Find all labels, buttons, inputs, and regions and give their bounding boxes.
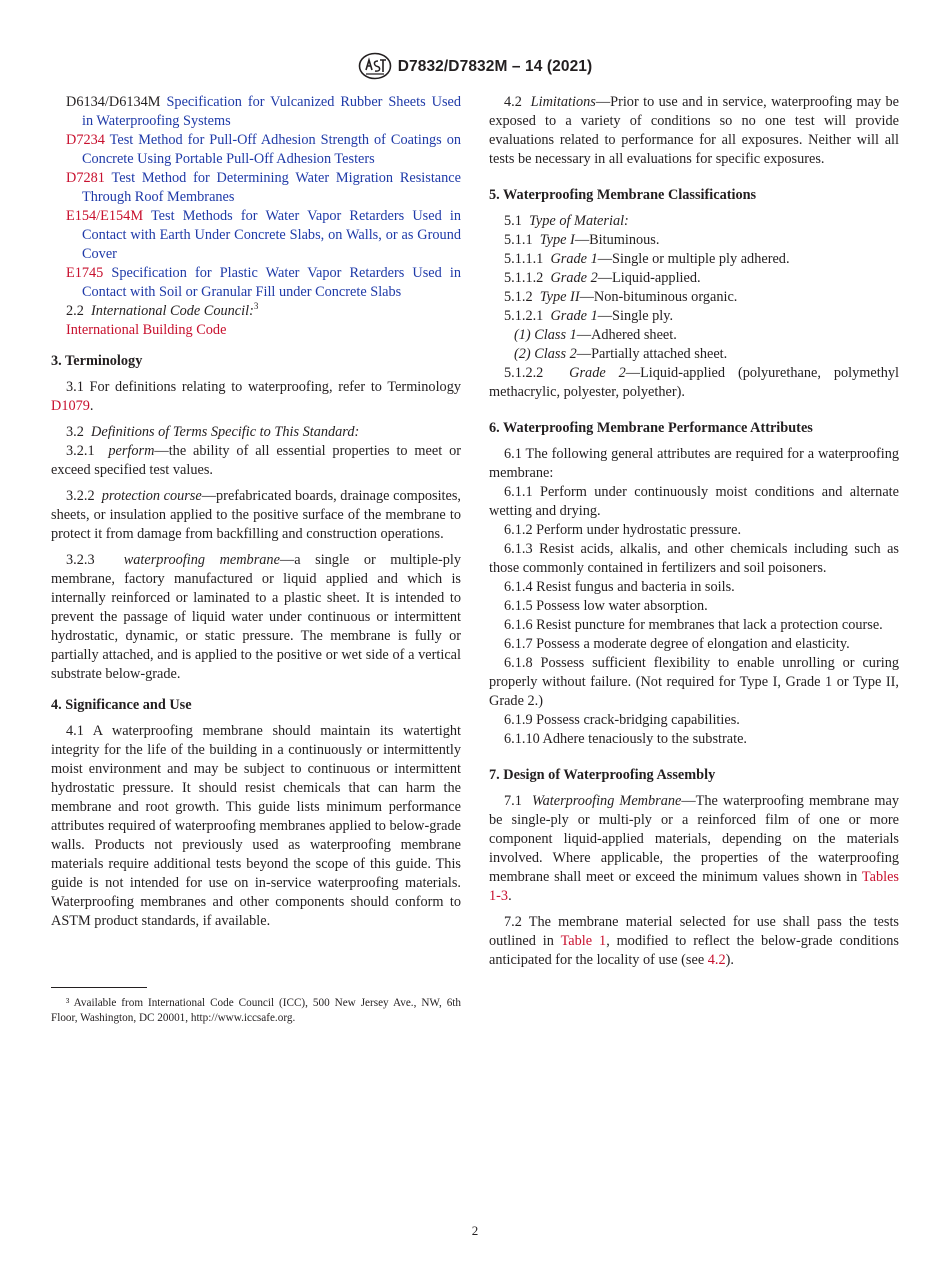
reference-code-link[interactable]: D7234 xyxy=(66,132,105,148)
reference-entry xyxy=(51,169,461,207)
attribute-item: 6.1.6 Resist puncture for membranes that lack a protection course. xyxy=(504,617,883,633)
attribute-item: 6.1.9 Possess crack-bridging capabilities. xyxy=(504,712,740,728)
attribute-item: 6.1.10 Adhere tenaciously to the substrate. xyxy=(504,731,747,747)
page-number: 2 xyxy=(471,1223,479,1238)
reference-code-link[interactable]: D7281 xyxy=(66,170,105,186)
right-column xyxy=(489,93,899,970)
section-3-1: 3.1 For definitions relating to waterproofing, refer to Terminology D1079. xyxy=(51,379,461,414)
tables-1-3-link[interactable]: Tables 1-3 xyxy=(489,869,899,904)
section-2-2: 2.2 International Code Council:$^3$ xyxy=(66,301,259,319)
attribute-item: 6.1 The following general attributes are required for a waterproofing membrane: xyxy=(489,446,899,481)
section-7-2: 7.2 The membrane material selected for use shall pass the tests outlined in Table 1, modified to reflect the below-grade conditions anticipated for the locality of use (see 4.2). xyxy=(489,914,899,968)
reference-title-link[interactable]: Test Method for Determining Water Migration Resistance Through Roof Membranes xyxy=(82,170,461,205)
attribute-item: 6.1.5 Possess low water absorption. xyxy=(504,598,708,614)
section-5-1-2-1: 5.1.2.1 Grade 1—Single ply. xyxy=(504,308,674,324)
reference-title-link[interactable]: Test Method for Pull-Off Adhesion Strength of Coatings on Concrete Using Portable Pull-Off Adhesion Testers xyxy=(82,132,462,167)
class-2: (2) Class 2—Partially attached sheet. xyxy=(514,346,728,362)
section-heading-significance: 4. Significance and Use xyxy=(51,697,192,713)
section-heading-design: 7. Design of Waterproofing Assembly xyxy=(489,767,716,783)
section-5-1-1-2: 5.1.1.2 Grade 2—Liquid-applied. xyxy=(504,270,701,286)
section-4-2-link[interactable]: 4.2 xyxy=(707,952,726,968)
section-heading-performance: 6. Waterproofing Membrane Performance Attributes xyxy=(489,420,813,436)
footnote-marker: 3 xyxy=(253,301,259,312)
section-7-1: 7.1 Waterproofing Membrane—The waterproofing membrane may be single-ply or multi-ply or a reinforced film of one or more component liquid-applied materials, depending on the materials involved. Where applicable, the properties of the waterproofing membrane shall meet or exceed the minimum values shown in Tables 1-3. xyxy=(489,793,899,904)
section-5-1-1: 5.1.1 Type I—Bituminous. xyxy=(504,232,660,248)
attribute-item: 6.1.7 Possess a moderate degree of elongation and elasticity. xyxy=(504,636,850,652)
section-5-1-2-2: 5.1.2.2 Grade 2—Liquid-applied (polyurethane, polymethyl methacrylic, polyester, polyether). xyxy=(489,365,899,400)
section-heading-classifications: 5. Waterproofing Membrane Classifications xyxy=(489,187,757,203)
section-5-1-2: 5.1.2 Type II—Non-bituminous organic. xyxy=(504,289,738,305)
left-column xyxy=(51,93,461,931)
section-heading-terminology: 3. Terminology xyxy=(51,353,143,369)
table-1-link[interactable]: Table 1 xyxy=(560,933,607,949)
reference-entry xyxy=(51,264,461,302)
ibc-link[interactable]: International Building Code xyxy=(66,322,227,338)
attribute-item: 6.1.3 Resist acids, alkalis, and other chemicals including such as those commonly contained in fertilizers and soil poisoners. xyxy=(489,541,899,576)
section-4-2: 4.2 Limitations—Prior to use and in service, waterproofing may be exposed to a variety of conditions so no one test will provide evaluations related to performance for all exposures. Neither will all tests be necessary in all evaluations for specific exposures. xyxy=(489,94,899,167)
page-header xyxy=(0,52,950,80)
reference-entry xyxy=(51,93,461,131)
d1079-link[interactable]: D1079 xyxy=(51,398,90,414)
astm-logo-icon xyxy=(358,52,392,80)
reference-entry xyxy=(51,131,461,169)
reference-title-link[interactable]: Specification for Vulcanized Rubber Sheets Used in Waterproofing Systems xyxy=(82,94,461,129)
attribute-item: 6.1.8 Possess sufficient flexibility to enable unrolling or curing properly without failure. (Not required for Type I, Grade 1 or Type II, Grade 2.) xyxy=(489,655,899,709)
section-3-2-1: 3.2.1 perform—the ability of all essential properties to meet or exceed specified test values. xyxy=(51,443,461,478)
section-5-1-1-1: 5.1.1.1 Grade 1—Single or multiple ply adhered. xyxy=(504,251,790,267)
reference-title-link[interactable]: Test Methods for Water Vapor Retarders Used in Contact with Earth Under Concrete Slabs, on Walls, or as Ground Cover xyxy=(82,208,461,262)
document-designation: D7832/D7832M – 14 (2021) xyxy=(397,57,593,75)
section-4-1: 4.1 A waterproofing membrane should maintain its watertight integrity for the life of the building in a continuously or intermittently moist environment and may be subject to continuous or intermittent hydrostatic pressure. It should resist chemicals that can harm the membrane and root growth. This guide lists minimum performance attributes required of waterproofing membranes applied to below-grade walls. Products not previously used as waterproofing membrane materials require additional tests beyond the scope of this guide. This guide is not intended for use on in-service waterproofing materials. Waterproofing membranes and other components should conform to ASTM product standards, if available. xyxy=(51,723,461,929)
footnote: ³ Available from International Code Council (ICC), 500 New Jersey Ave., NW, 6th Floor, Washington, DC 20001, http://www.iccsafe.org. xyxy=(51,997,461,1024)
reference-code-link[interactable]: E154/E154M xyxy=(66,208,144,224)
section-3-2: 3.2 Definitions of Terms Specific to This Standard: xyxy=(66,424,360,440)
reference-title-link[interactable]: Specification for Plastic Water Vapor Retarders Used in Contact with Soil or Granular Fill under Concrete Slabs xyxy=(82,265,461,300)
class-1: (1) Class 1—Adhered sheet. xyxy=(514,327,677,343)
section-3-2-3: 3.2.3 waterproofing membrane—a single or multiple-ply membrane, factory manufactured or liquid applied and which is internally reinforced or laminated to a plastic sheet. It is intended to prevent the passage of liquid water under continuous or intermittent hydrostatic, dynamic, or static pressure. The membrane is fully or partially attached, and is applied to the positive or wet side of a vertical substrate below-grade. xyxy=(51,552,461,682)
reference-entry xyxy=(51,321,461,340)
attribute-item: 6.1.2 Perform under hydrostatic pressure. xyxy=(504,522,742,538)
attribute-item: 6.1.1 Perform under continuously moist conditions and alternate wetting and drying. xyxy=(489,484,899,519)
reference-code-link[interactable]: E1745 xyxy=(66,265,104,281)
reference-code: D6134/D6134M xyxy=(66,94,161,110)
footnote-divider xyxy=(51,987,147,988)
section-3-2-2: 3.2.2 protection course—prefabricated boards, drainage composites, sheets, or insulation applied to the positive surface of the membrane to protect it from damage from backfilling and construction operations. xyxy=(51,488,462,542)
attribute-item: 6.1.4 Resist fungus and bacteria in soils. xyxy=(504,579,735,595)
section-5-1: 5.1 Type of Material: xyxy=(504,213,629,229)
reference-entry xyxy=(51,207,461,264)
